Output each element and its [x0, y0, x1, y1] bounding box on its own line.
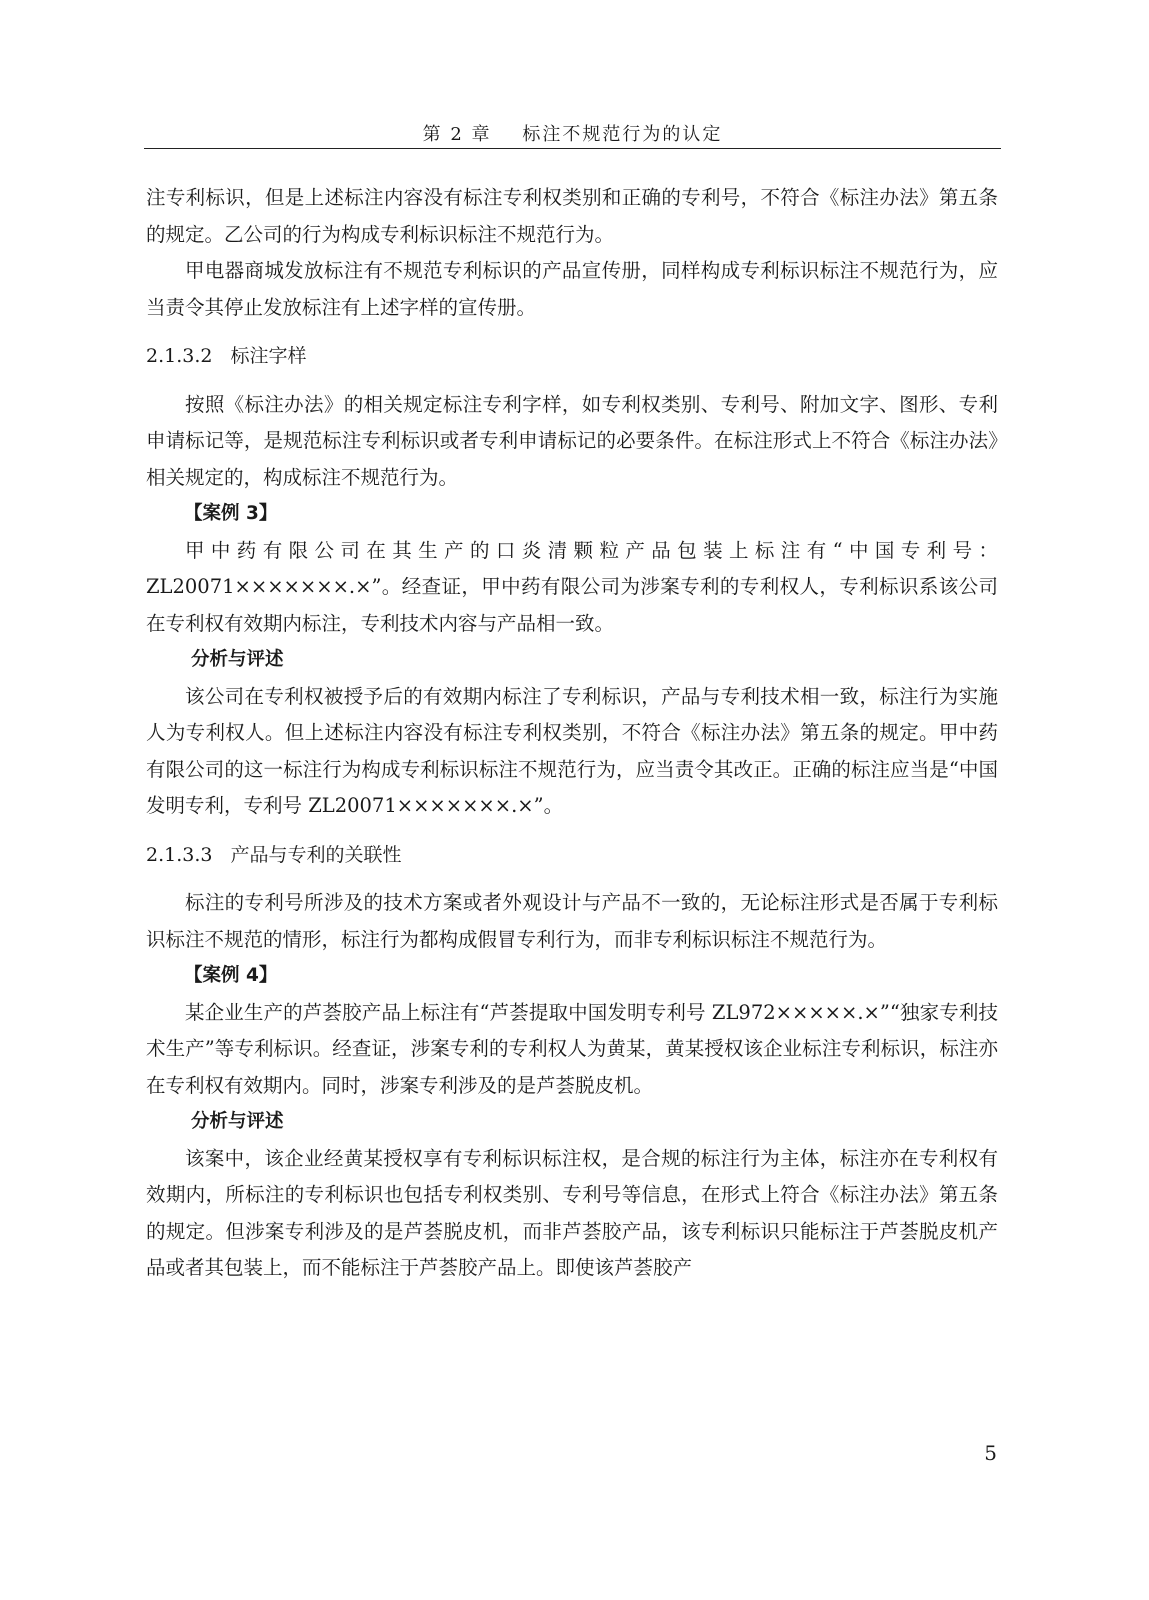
analysis-heading: 分析与评述	[191, 1111, 284, 1132]
paragraph: 标注的专利号所涉及的技术方案或者外观设计与产品不一致的，无论标注形式是否属于专利标识标注不规范的情形，标注行为都构成假冒专利行为，而非专利标识标注不规范行为。	[146, 891, 998, 951]
paragraph: 注专利标识，但是上述标注内容没有标注专利权类别和正确的专利号，不符合《标注办法》第五条的规定。乙公司的行为构成专利标识标注不规范行为。	[146, 186, 998, 246]
paragraph: 某企业生产的芦荟胶产品上标注有“芦荟提取中国发明专利号 ZL972×××××.×”“独家专利技术生产”等专利标识。经查证，涉案专利的专利权人为黄某，黄某授权该企业标注专利标识，标注亦在专利权有效期内。同时，涉案专利涉及的是芦荟脱皮机。	[146, 1000, 998, 1097]
analysis-heading: 分析与评述	[191, 649, 284, 670]
page-body	[146, 180, 998, 1287]
chapter-title: 标注不规范行为的认定	[522, 124, 723, 145]
chapter-number: 第 2 章	[422, 124, 492, 145]
section-title: 标注字样	[230, 345, 307, 367]
paragraph: 甲中药有限公司在其生产的口炎清颗粒产品包装上标注有“中国专利号：ZL20071×××××××.×”。经查证，甲中药有限公司为涉案专利的专利权人，专利标识系该公司在专利权有效期内标注，专利技术内容与产品相一致。	[146, 538, 998, 635]
paragraph: 甲电器商城发放标注有不规范专利标识的产品宣传册，同样构成专利标识标注不规范行为，应当责令其停止发放标注有上述字样的宣传册。	[146, 259, 998, 319]
section-number: 2.1.3.2	[146, 345, 213, 367]
case-heading: 【案例 4】	[184, 965, 278, 986]
header-rule	[144, 148, 1001, 149]
section-title: 产品与专利的关联性	[230, 843, 402, 866]
page-number: 5	[984, 1441, 997, 1465]
paragraph: 该公司在专利权被授予后的有效期内标注了专利标识，产品与专利技术相一致，标注行为实施人为专利权人。但上述标注内容没有标注专利权类别，不符合《标注办法》第五条的规定。甲中药有限公司的这一标注行为构成专利标识标注不规范行为，应当责令其改正。正确的标注应当是“中国发明专利，专利号 ZL20071×××××××.×”。	[146, 684, 998, 817]
section-number: 2.1.3.3	[146, 843, 213, 866]
section-heading	[146, 837, 998, 874]
case-heading: 【案例 3】	[184, 503, 278, 524]
running-header	[144, 120, 1001, 146]
paragraph: 按照《标注办法》的相关规定标注专利字样，如专利权类别、专利号、附加文字、图形、专利申请标记等，是规范标注专利标识或者专利申请标记的必要条件。在标注形式上不符合《标注办法》相关规定的，构成标注不规范行为。	[146, 392, 998, 489]
section-heading	[146, 338, 998, 375]
paragraph: 该案中，该企业经黄某授权享有专利标识标注权，是合规的标注行为主体，标注亦在专利权有效期内，所标注的专利标识也包括专利权类别、专利号等信息，在形式上符合《标注办法》第五条的规定。但涉案专利涉及的是芦荟脱皮机，而非芦荟胶产品，该专利标识只能标注于芦荟脱皮机产品或者其包装上，而不能标注于芦荟胶产品上。即使该芦荟胶产	[146, 1146, 998, 1279]
